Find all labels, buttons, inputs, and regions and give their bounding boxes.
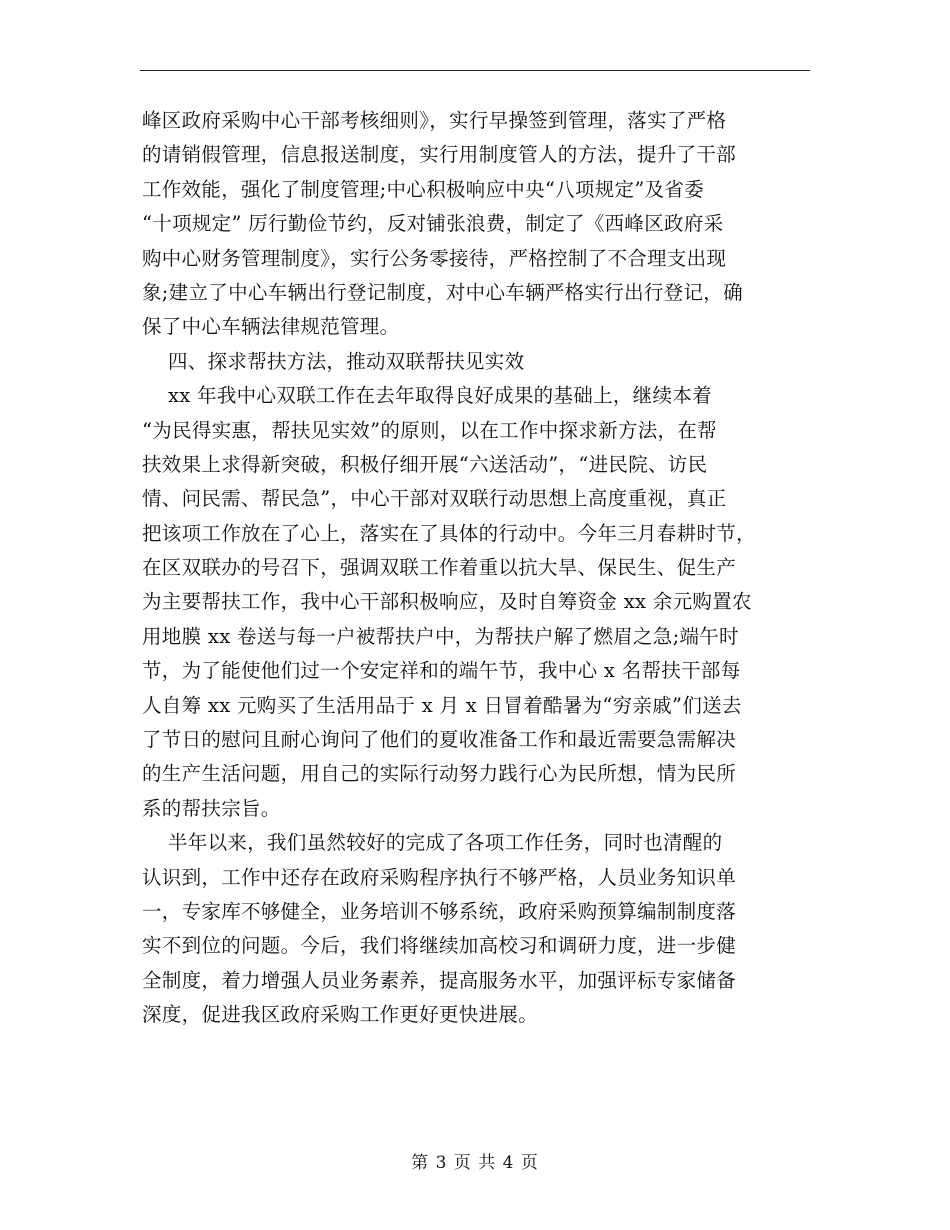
text-line: 在区双联办的号召下，强调双联工作着重以抗大旱、保民生、促生产: [142, 556, 737, 580]
text-line: 系的帮扶宗旨。: [142, 796, 281, 820]
text-line: 深度，促进我区政府采购工作更好更快进展。: [142, 1003, 539, 1027]
text-line: 了节日的慰问且耐心询问了他们的夏收准备工作和最近需要急需解决: [142, 728, 737, 752]
document-body: [142, 104, 810, 1033]
text-line: 情、问民需、帮民急”，中心干部对双联行动思想上高度重视，真正: [142, 487, 727, 511]
text-line: 节，为了能使他们过一个安定祥和的端午节，我中心 x 名帮扶干部每: [142, 659, 741, 683]
text-line: 购中心财务管理制度》，实行公务零接待，严格控制了不合理支出现: [142, 246, 727, 270]
text-line: “十项规定” 厉行勤俭节约，反对铺张浪费，制定了《西峰区政府采: [142, 212, 724, 236]
text-line: 的请销假管理，信息报送制度，实行用制度管人的方法，提升了干部: [142, 143, 737, 167]
text-line: 用地膜 xx 卷送与每一户被帮扶户中，为帮扶户解了燃眉之急;端午时: [142, 624, 739, 648]
text-line: 全制度，着力增强人员业务素养，提高服务水平，加强评标专家储备: [142, 968, 737, 992]
page-footer: 第 3 页 共 4 页: [411, 1153, 539, 1173]
section-heading: 四、探求帮扶方法，推动双联帮扶见实效: [142, 349, 525, 373]
text-line: 的生产生活问题，用自己的实际行动努力践行心为民所想，情为民所: [142, 762, 737, 786]
text-line: 人自筹 xx 元购买了生活用品于 x 月 x 日冒着酷暑为“穷亲戚”们送去: [142, 693, 742, 717]
text-line: 认识到，工作中还存在政府采购程序执行不够严格，人员业务知识单: [142, 865, 737, 889]
text-line: 扶效果上求得新突破，积极仔细开展“六送活动”，“进民院、访民: [142, 452, 708, 476]
text-line: 为主要帮扶工作，我中心干部积极响应，及时自筹资金 xx 余元购置农: [142, 590, 752, 614]
text-line: “为民得实惠，帮扶见实效”的原则，以在工作中探求新方法，在帮: [142, 418, 717, 442]
text-line: 实不到位的问题。今后，我们将继续加高校习和调研力度，进一步健: [142, 934, 737, 958]
text-line: 象;建立了中心车辆出行登记制度，对中心车辆严格实行出行登记，确: [142, 280, 743, 304]
text-line: 半年以来，我们虽然较好的完成了各项工作任务，同时也清醒的: [142, 831, 723, 855]
header-rule: [140, 70, 810, 71]
text-line: xx 年我中心双联工作在去年取得良好成果的基础上，继续本着: [142, 384, 712, 408]
text-line: 把该项工作放在了心上，落实在了具体的行动中。今年三月春耕时节，: [142, 521, 756, 545]
text-line: 工作效能，强化了制度管理;中心积极响应中央“八项规定”及省委: [142, 177, 705, 201]
text-line: 峰区政府采购中心干部考核细则》，实行早操签到管理，落实了严格: [142, 109, 727, 132]
text-line: 一，专家库不够健全，业务培训不够系统，政府采购预算编制制度落: [142, 899, 737, 923]
text-line: 保了中心车辆法律规范管理。: [142, 315, 400, 339]
